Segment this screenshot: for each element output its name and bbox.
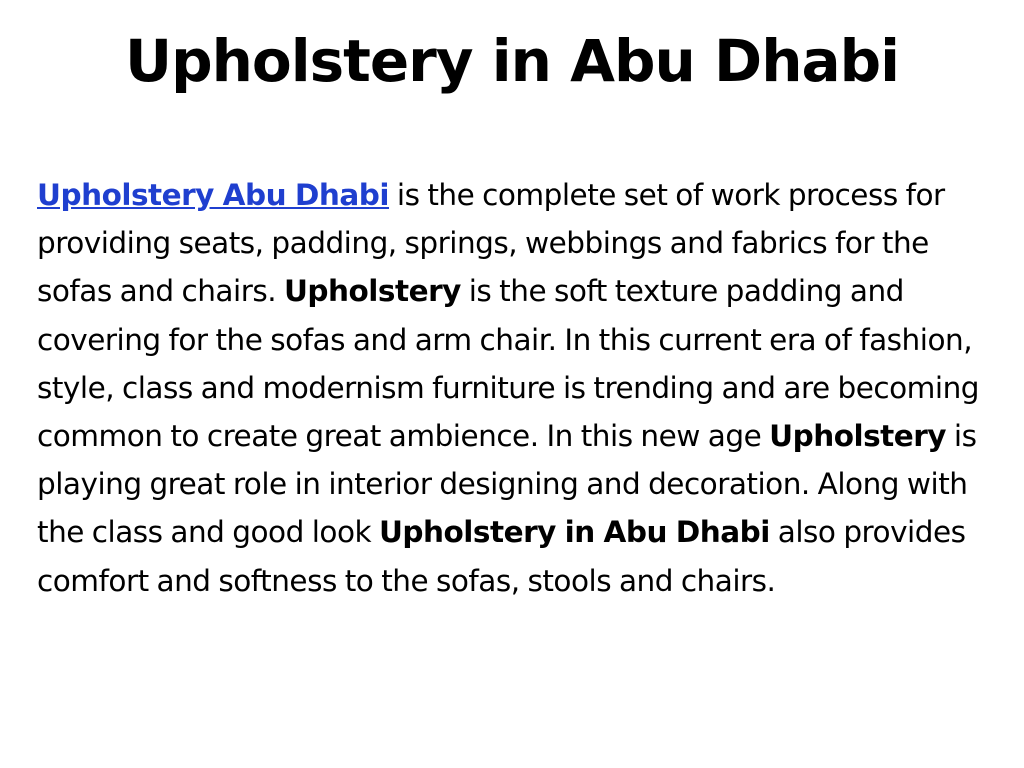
text-segment-1: is the complete set of work process for providing seats, padding, springs, webbings and fabrics for the sofas and chairs. xyxy=(37,178,945,309)
upholstery-abu-dhabi-link[interactable]: Upholstery Abu Dhabi xyxy=(37,178,390,212)
text-segment-2: is the soft texture padding and covering for the sofas and arm chair. In this current era of fashion, style, class and modernism furniture is trending and are becoming common to create great ambience. In this new age xyxy=(37,274,979,454)
text-segment-3: is playing great role in interior designing and decoration. Along with the class and good look xyxy=(37,419,977,550)
bold-term-3: Upholstery in Abu Dhabi xyxy=(378,515,770,550)
bold-term-2: Upholstery xyxy=(769,419,947,454)
body-paragraph xyxy=(37,171,992,605)
bold-term-1: Upholstery xyxy=(283,274,461,309)
text-segment-4: also provides comfort and softness to the sofas, stools and chairs. xyxy=(37,515,966,598)
slide-title: Upholstery in Abu Dhabi xyxy=(124,27,900,95)
